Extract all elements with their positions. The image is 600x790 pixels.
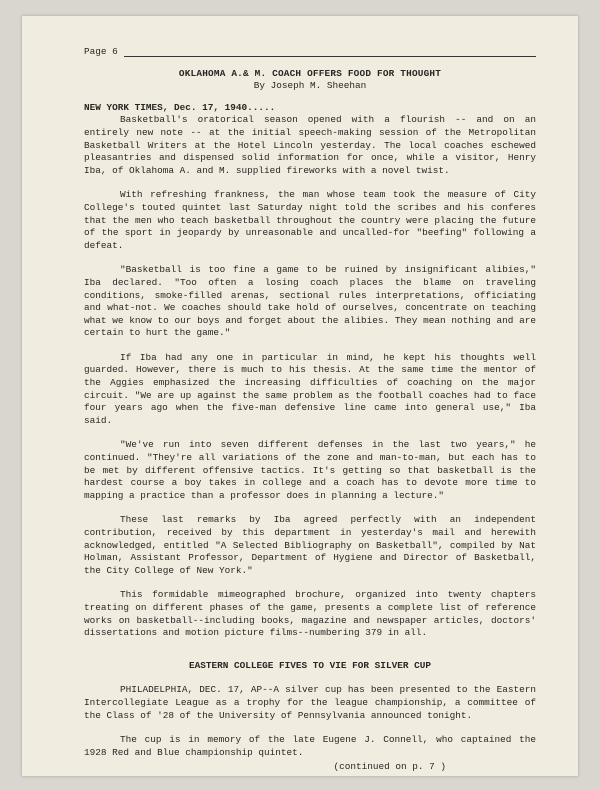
article-paragraph: Basketball's oratorical season opened with a flourish -- and on an entirely new note -- at the initial speech-making session of the Metropolitan Basketball Writers at the Hotel Lincoln yesterday. The local coaches eschewed pleasantries and dispensed solid information for once, while a visitor, Henry Iba, of Oklahoma A. and M. supplied fireworks with a novel twist. <box>84 114 536 176</box>
page-content <box>84 46 536 774</box>
article-paragraph: The cup is in memory of the late Eugene J. Connell, who captained the 1928 Red and Blue championship quintet. <box>84 734 536 758</box>
article-paragraph: If Iba had any one in particular in mind, he kept his thoughts well guarded. However, there is much to his thesis. At the same time the mentor of the Aggies emphasized the increasing difficulties of coaching on the major circuit. "We are up against the same problem as the football coaches had to face four years ago when the five-man defensive line came into general use," Iba said. <box>84 351 536 426</box>
article-paragraph: "We've run into seven different defenses in the last two years," he continued. "They're all variations of the zone and man-to-man, but each has to be met by different offensive tactics. It's getting so that basketball is the hardest course a boy takes in college and a coach has to devote more time to mapping a practice than a professor does in planning a lecture." <box>84 439 536 501</box>
article-paragraph: This formidable mimeographed brochure, organized into twenty chapters treating on different phases of the game, presents a complete list of reference works on basketball--including books, magazine and newspaper articles, doctors' dissertations and motion picture films--numbering 379 in all. <box>84 589 536 639</box>
continued-note: (continued on p. 7 ) <box>333 761 446 773</box>
article-paragraph: These last remarks by Iba agreed perfectly with an independent contribution, received by this department in yesterday's mail and herewith acknowledged, entitled "A Selected Bibliography on Basketball", compiled by Nat Holman, Assistant Professor, Department of Hygiene and Director of Basketball, the City College of New York." <box>84 514 536 576</box>
header-rule <box>124 56 536 57</box>
article-byline: By Joseph M. Sheehan <box>253 80 367 92</box>
page-number: Page 6 <box>84 46 118 57</box>
article-paragraph: "Basketball is too fine a game to be ruined by insignificant alibies," Iba declared. "Too often a losing coach places the blame on traveling conditions, smoke-filled arenas, sectional rules interpretations, officiating and what-not. We coaches should take hold of ourselves, concentrate on teaching what we know to our boys and forget about the alibies. They mean nothing and are certain to hurt the game." <box>84 264 536 339</box>
article-paragraph: With refreshing frankness, the man whose team took the measure of City College's touted quintet last Saturday night told the scribes and his conferes that the men who teach basketball throughout the country were placing the future of the sport in jeopardy by unreasonable and uncalled-for "beefing" following a defeat. <box>84 189 536 251</box>
document-page <box>22 16 578 776</box>
section-title: EASTERN COLLEGE FIVES TO VIE FOR SILVER CUP <box>189 659 431 671</box>
page-header <box>84 46 536 59</box>
article-dateline: NEW YORK TIMES, Dec. 17, 1940..... <box>84 101 276 113</box>
article-paragraph: PHILADELPHIA, DEC. 17, AP--A silver cup has been presented to the Eastern Intercollegiate League as a trophy for the league championship, a committee of the Class of '28 of the University of Pennsylvania announced tonight. <box>84 684 536 721</box>
article-title: OKLAHOMA A.& M. COACH OFFERS FOOD FOR THOUGHT <box>178 67 442 79</box>
